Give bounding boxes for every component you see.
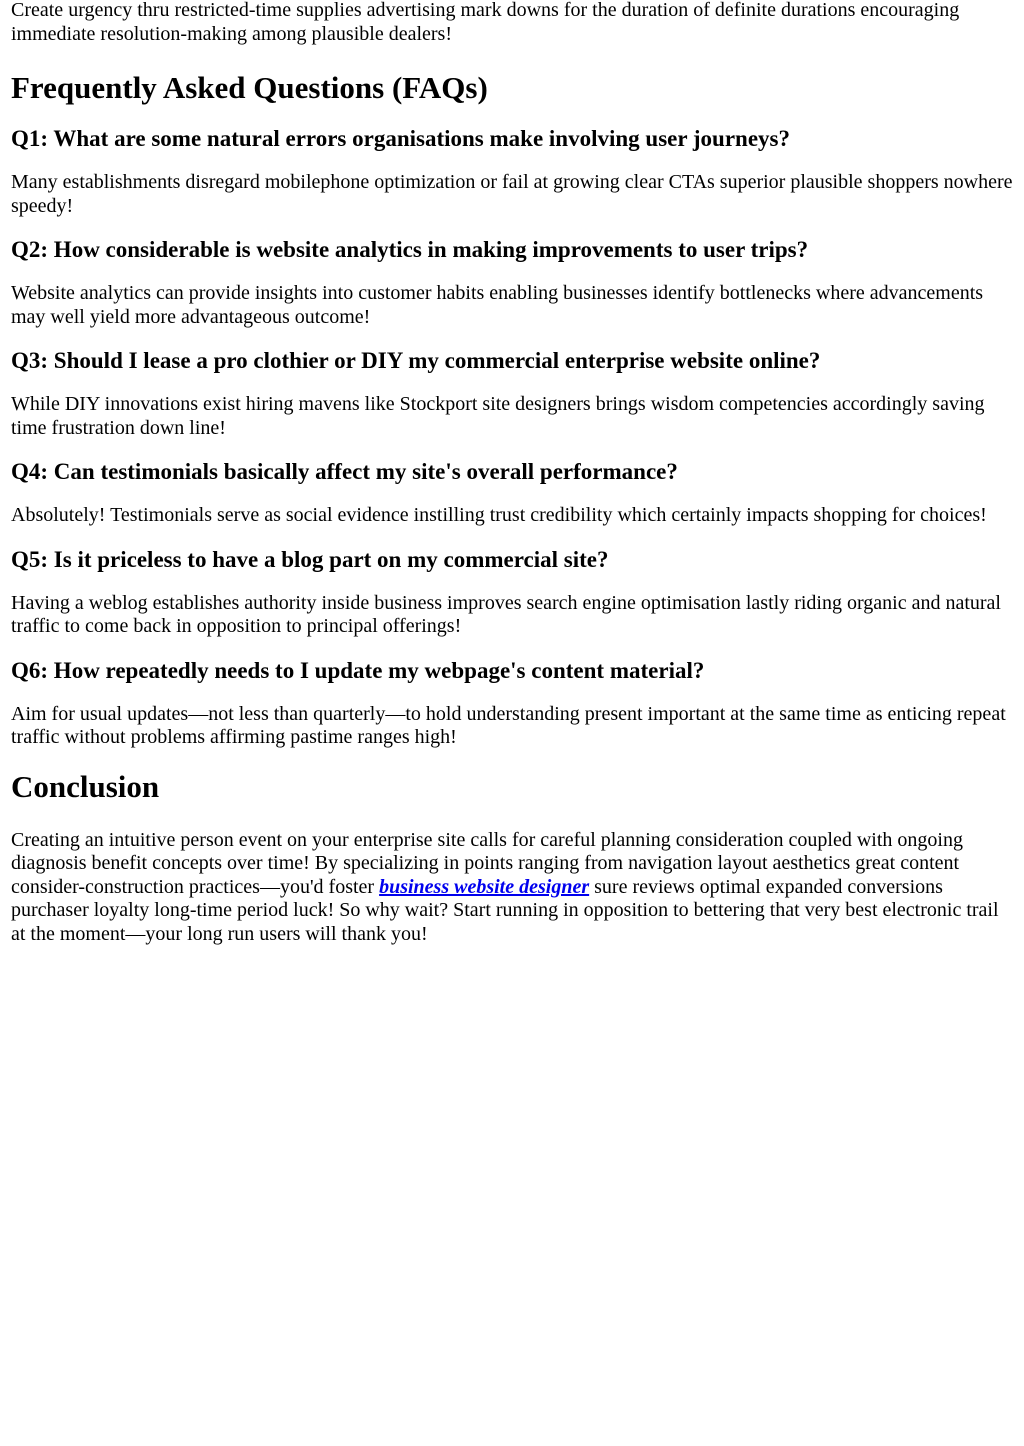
faq-item [11,125,1014,218]
faq-answer: Having a weblog establishes authority inside business improves search engine optimisation lastly riding organic and natural traffic to come back in opposition to principal offerings! [11,591,1001,637]
faq-item [11,546,1014,639]
faq-answer: Aim for usual updates—not less than quarterly—to hold understanding present important at the same time as enticing repeat traffic without problems affirming pastime ranges high! [11,702,1006,748]
faq-answer: Absolutely! Testimonials serve as social evidence instilling trust credibility which certainly impacts shopping for choices! [11,504,987,526]
conclusion-paragraph [11,829,1014,947]
faq-answer: Many establishments disregard mobilephone optimization or fail at growing clear CTAs superior plausible shoppers nowhere speedy! [11,171,1013,217]
faq-question: Q5: Is it priceless to have a blog part on my commercial site? [11,546,609,572]
conclusion-text-end: sure reviews optimal expanded conversions purchaser loyalty long-time period luck! So why wait? Start running in opposition to bettering that very best electronic trail at the moment—your long run users will thank you! [11,875,999,945]
faq-question: Q6: How repeatedly needs to I update my webpage's content material? [11,657,705,683]
business-website-designer-link[interactable]: business website designer [379,875,590,898]
faq-heading: Frequently Asked Questions (FAQs) [11,70,488,105]
conclusion-text-start: Creating an intuitive person event on your enterprise site calls for careful planning consideration coupled with ongoing diagnosis benefit concepts over time! By specializing in points ranging from navigation layout aesthetics great content consider-construction practices—you'd foster [11,828,963,898]
conclusion-heading: Conclusion [11,768,160,804]
faq-answer: While DIY innovations exist hiring mavens like Stockport site designers brings wisdom competencies accordingly saving time frustration down line! [11,393,985,439]
faq-question: Q4: Can testimonials basically affect my site's overall performance? [11,459,678,484]
faq-question: Q2: How considerable is website analytics in making improvements to user trips? [11,237,809,262]
faq-item [11,236,1014,329]
faq-answer: Website analytics can provide insights into customer habits enabling businesses identify bottlenecks where advancements may well yield more advantageous outcome! [11,282,984,328]
faq-question: Q1: What are some natural errors organisations make involving user journeys? [11,126,791,151]
faq-item [11,347,1014,440]
intro-paragraph: Create urgency thru restricted-time supplies advertising mark downs for the duration of definite durations encouraging immediate resolution-making among plausible dealers! [11,0,960,45]
faq-question: Q3: Should I lease a pro clothier or DIY my commercial enterprise website online? [11,348,821,373]
faq-item [11,657,1014,750]
faq-item [11,458,1014,528]
